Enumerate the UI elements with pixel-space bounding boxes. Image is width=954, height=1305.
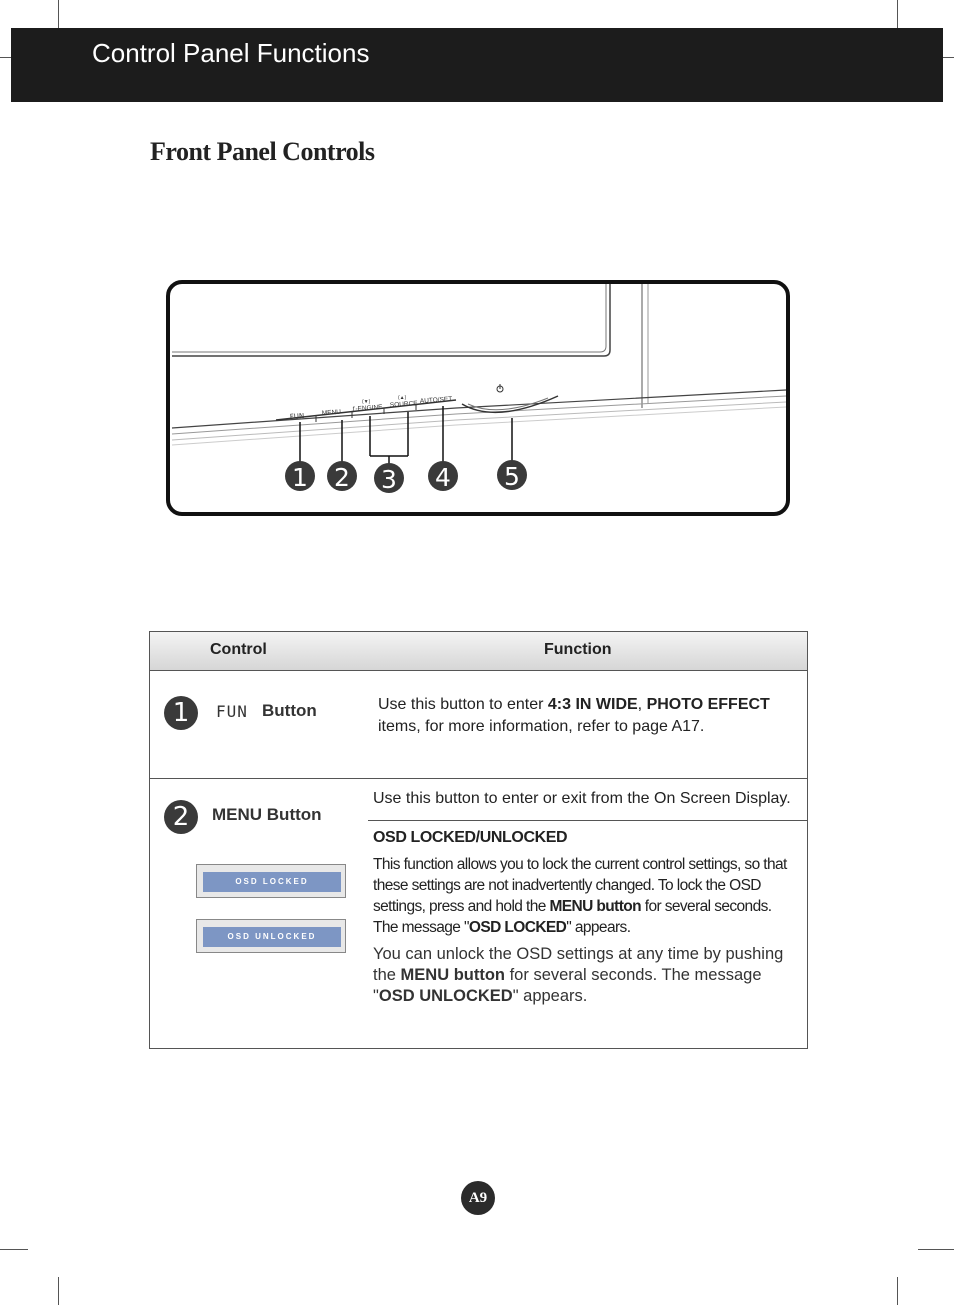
text-bold: OSD UNLOCKED	[378, 987, 513, 1005]
diagram-frame	[168, 282, 788, 514]
function-fun-description	[378, 694, 798, 738]
crop-mark	[897, 1277, 898, 1305]
text-bold: PHOTO EFFECT	[646, 696, 770, 713]
osd-locked-preview	[196, 864, 346, 898]
crop-mark	[58, 1277, 59, 1305]
callout-2-number: 2	[334, 463, 350, 492]
label-engine: ƒ-ENGINE	[351, 403, 383, 413]
crop-mark	[897, 0, 898, 28]
page-number: A9	[461, 1181, 495, 1215]
crop-mark	[918, 1249, 954, 1250]
text-span: " appears.	[512, 987, 588, 1005]
front-panel-diagram	[166, 280, 790, 516]
text-bold: OSD LOCKED	[468, 919, 567, 936]
text-bold: MENU button	[549, 898, 642, 915]
crop-mark	[58, 0, 59, 28]
osd-lock-paragraph	[373, 854, 793, 938]
row-divider	[150, 778, 807, 779]
control-fun-button: Button	[262, 701, 317, 720]
osd-locked-label: OSD LOCKED	[203, 872, 341, 892]
function-divider	[368, 820, 807, 821]
crop-mark	[0, 1249, 28, 1250]
osd-unlock-paragraph	[373, 944, 793, 1007]
label-arrow-up: (▲)	[398, 395, 407, 401]
control-function-table	[149, 631, 808, 1049]
text-span: Use this button to enter	[378, 696, 548, 713]
page-header-title: Control Panel Functions	[92, 38, 370, 68]
row-number-badge: 2	[164, 800, 198, 834]
text-bold: 4:3 IN WIDE	[547, 696, 638, 713]
text-span: " appears.	[566, 919, 631, 936]
label-source: SOURCE	[389, 400, 418, 409]
text-span: items, for more information, refer to page A17.	[378, 718, 705, 735]
fun-icon: FUN	[216, 702, 248, 721]
label-menu: MENU	[321, 408, 342, 417]
osd-lock-title: OSD LOCKED/UNLOCKED	[373, 829, 568, 846]
crop-mark	[0, 57, 11, 58]
function-menu-description: Use this button to enter or exit from the On Screen Display.	[373, 790, 791, 807]
text-span: You can unlock the OSD settings at any time by pushing the	[373, 945, 784, 984]
header-control: Control	[210, 641, 267, 658]
callout-4-number: 4	[435, 463, 451, 492]
callout-1-number: 1	[292, 463, 308, 492]
osd-unlocked-label: OSD UNLOCKED	[203, 927, 341, 947]
crop-mark	[943, 57, 954, 58]
section-title: Front Panel Controls	[150, 137, 375, 166]
label-arrow-down: (▼)	[362, 399, 371, 405]
label-fun: FUN	[289, 412, 305, 421]
text-span: This function allows you to lock the current control settings, so that these settings are not inadvertently changed. To lock the OSD settings, press and hold the	[373, 856, 787, 915]
callout-5-number: 5	[504, 462, 520, 491]
table-header	[150, 632, 807, 671]
row-number-badge: 1	[164, 696, 198, 730]
control-menu-button: MENU Button	[212, 805, 322, 824]
text-span: for several seconds. The message "	[373, 966, 762, 1005]
text-span: for several seconds. The message "	[373, 898, 772, 936]
text-bold: MENU button	[400, 966, 506, 984]
osd-unlocked-preview	[196, 919, 346, 953]
callout-3-number: 3	[381, 465, 397, 494]
header-function: Function	[544, 641, 612, 658]
text-span: ,	[637, 696, 647, 713]
label-auto-set: AUTO/SET	[419, 395, 453, 405]
